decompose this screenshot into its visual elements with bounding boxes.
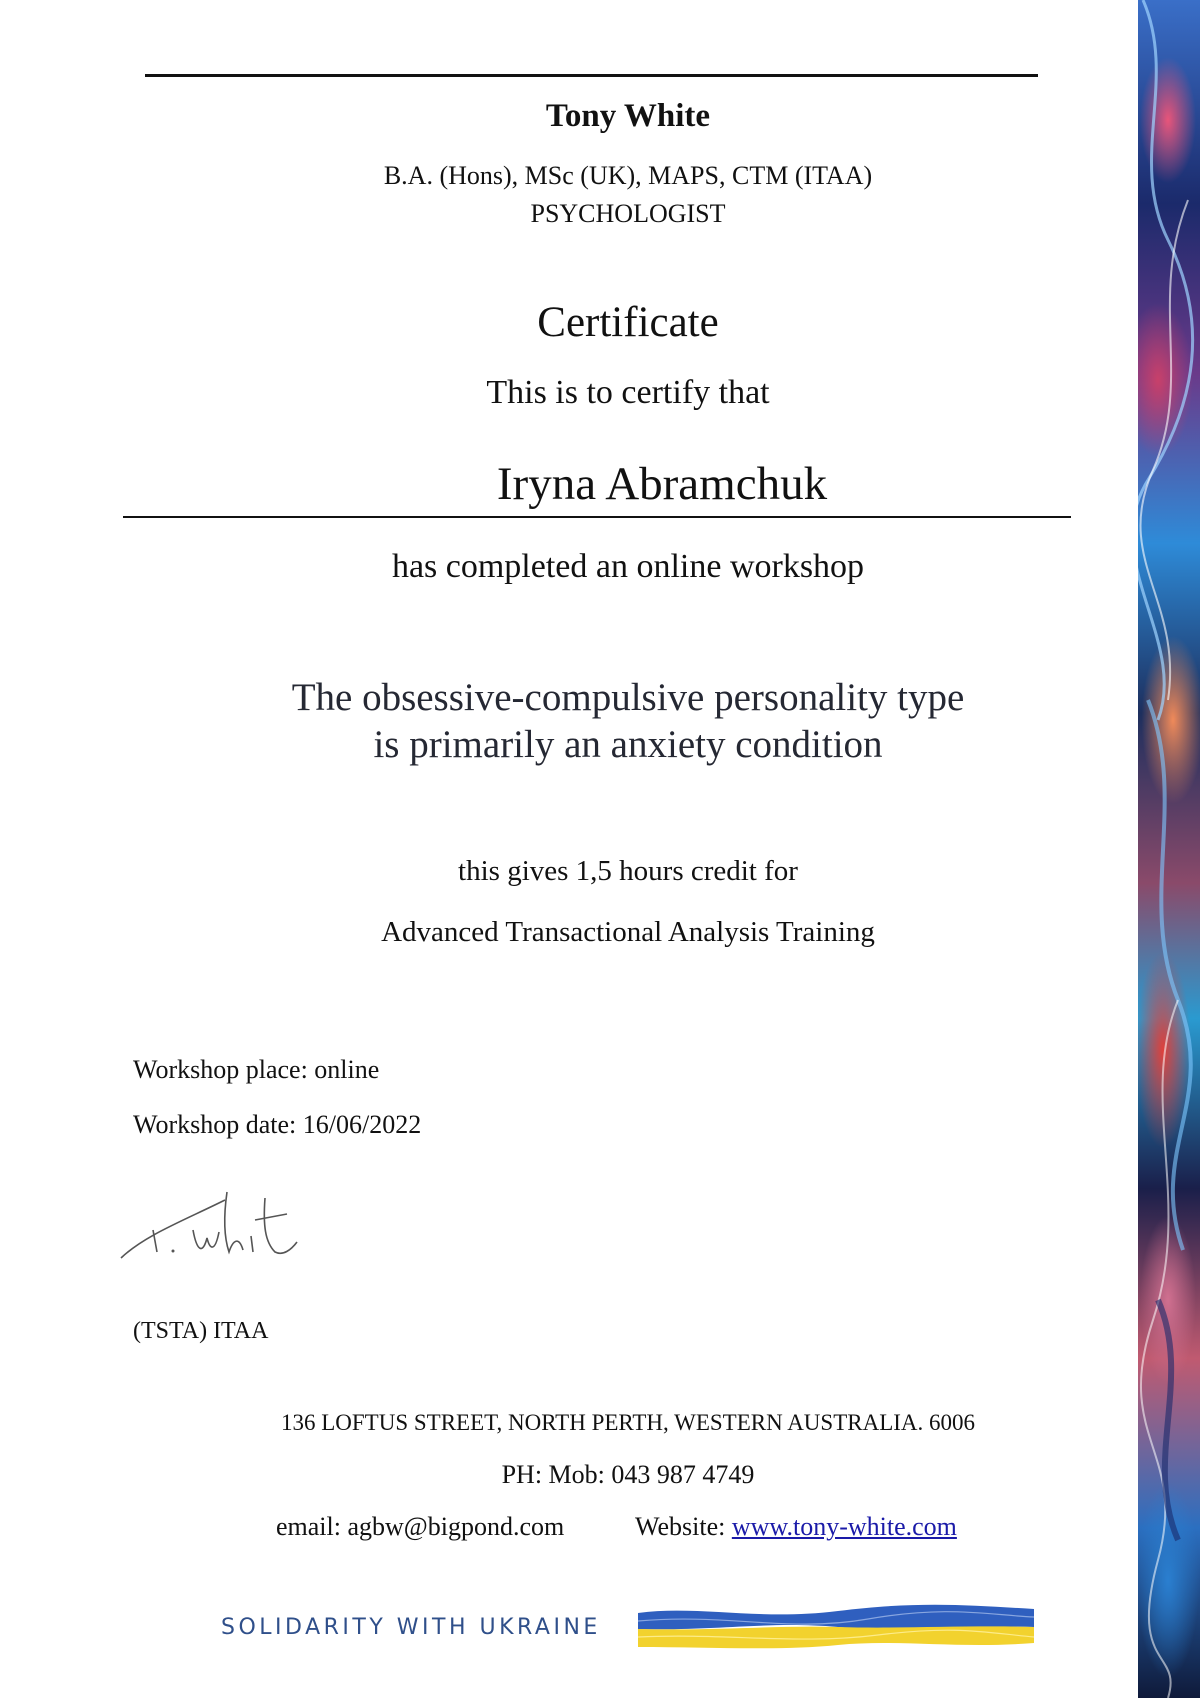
header-rule xyxy=(145,74,1038,77)
website-label: Website: xyxy=(635,1512,732,1541)
certify-intro: This is to certify that xyxy=(486,374,770,411)
workshop-title-line-2: is primarily an anxiety condition xyxy=(373,723,883,766)
ukraine-flag-wave xyxy=(638,1603,1034,1651)
certificate-title: Certificate xyxy=(537,299,719,346)
decorative-art-strip xyxy=(1138,0,1200,1698)
issuer-credentials: B.A. (Hons), MSc (UK), MAPS, CTM (ITAA) xyxy=(383,161,873,190)
workshop-title-line-1: The obsessive-compulsive personality type xyxy=(291,676,965,719)
recipient-name: Iryna Abramchuk xyxy=(496,458,828,510)
issuer-profession: PSYCHOLOGIST xyxy=(530,199,726,228)
credit-text: this gives 1,5 hours credit for xyxy=(458,855,798,887)
address: 136 LOFTUS STREET, NORTH PERTH, WESTERN AUSTRALIA. 6006 xyxy=(280,1410,976,1435)
recipient-underline xyxy=(123,516,1071,518)
workshop-date: Workshop date: 16/06/2022 xyxy=(133,1110,422,1139)
signer-title: (TSTA) ITAA xyxy=(133,1318,269,1344)
completion-text: has completed an online workshop xyxy=(391,548,865,585)
workshop-place: Workshop place: online xyxy=(133,1055,380,1084)
handwritten-signature xyxy=(115,1180,335,1270)
issuer-name: Tony White xyxy=(545,98,711,134)
solidarity-banner-text: SOLIDARITY WITH UKRAINE xyxy=(221,1615,601,1640)
email: email: agbw@bigpond.com xyxy=(276,1512,565,1541)
phone: PH: Mob: 043 987 4749 xyxy=(501,1460,755,1489)
training-name: Advanced Transactional Analysis Training xyxy=(381,916,875,948)
website xyxy=(635,1512,957,1542)
website-link[interactable]: www.tony-white.com xyxy=(731,1512,957,1541)
recipient-block xyxy=(123,454,1071,518)
